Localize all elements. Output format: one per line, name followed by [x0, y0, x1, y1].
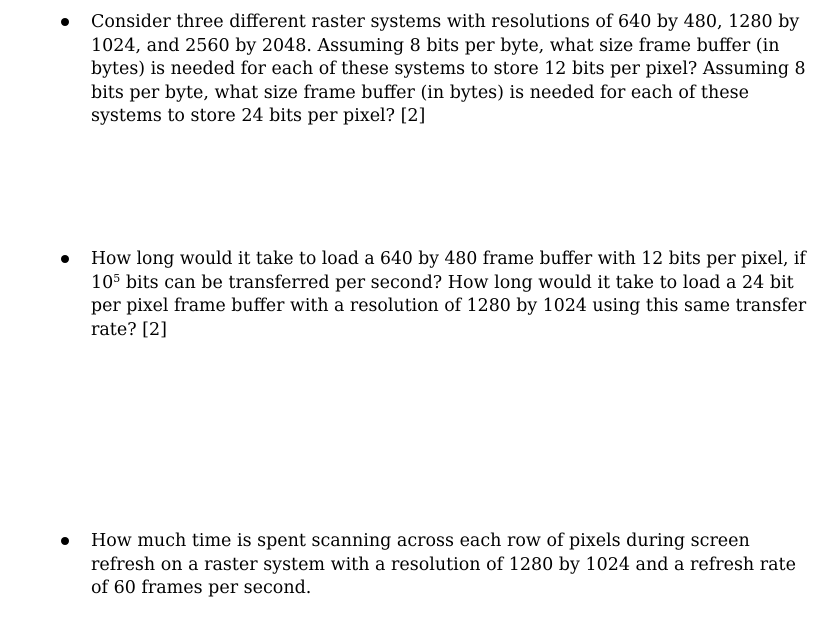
question-2: [91, 248, 807, 342]
question-line: refresh on a raster system with a resolution of 1280 by 1024 and a refresh rate: [91, 554, 796, 575]
question-line-rest: bits can be transferred per second? How long would it take to load a 24 bit: [120, 272, 794, 293]
exponent: 5: [113, 271, 121, 285]
question-line: [91, 271, 794, 296]
question-line: Consider three different raster systems with resolutions of 640 by 480, 1280 by: [91, 12, 800, 32]
question-line: How long would it take to load a 640 by 480 frame buffer with 12 bits per pixel, if: [91, 249, 806, 269]
question-line: bits per byte, what size frame buffer (in bytes) is needed for each of these: [91, 82, 749, 103]
bullet-point: [61, 255, 69, 263]
question-1: [91, 11, 806, 129]
question-line: How much time is spent scanning across each row of pixels during screen: [91, 531, 750, 551]
bullet-point: [61, 537, 69, 545]
bullet-point: [61, 18, 69, 26]
question-line: 1024, and 2560 by 2048. Assuming 8 bits per byte, what size frame buffer (in: [91, 35, 780, 56]
question-line: per pixel frame buffer with a resolution of 1280 by 1024 using this same transfer: [91, 296, 807, 316]
question-line: rate? [2]: [91, 319, 167, 340]
question-3: [91, 530, 796, 601]
exponent-base: 10: [91, 272, 114, 293]
question-line: bytes) is needed for each of these systems to store 12 bits per pixel? Assuming 8: [91, 59, 806, 79]
question-line: of 60 frames per second.: [91, 578, 312, 598]
question-line: systems to store 24 bits per pixel? [2]: [91, 106, 426, 126]
